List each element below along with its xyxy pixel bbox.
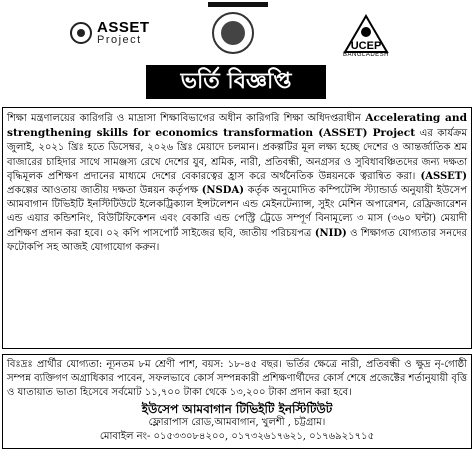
notice-body-end: ও শিক্ষাগত যোগ্যতার সনদের ফটোকপি সহ আজই যোগাযোগ করুন। bbox=[7, 227, 467, 253]
notice-body-box bbox=[2, 107, 472, 349]
ucep-logo-country: BANGLADESH bbox=[342, 52, 389, 58]
eligibility-text: বিঃদ্রঃ প্রার্থীর যোগ্যতা: ন্যূনতম ৮ম শ্রেণী পাশ, বয়স: ১৮-৪৫ বছর। ভর্তির ক্ষেত্রে নারী, প্রতিবন্ধী ও ক্ষুদ্র নৃ-গোষ্ঠী সম্পন্ন ব্যক্তিগণ অগ্রাধিকার পাবেন, সফলভাবে কোর্স সম্পন্নকারী প্রশিক্ষণার্থীদের কোর্স শেষে প্রজেক্টের শর্তানুযায়ী বৃত্তি ও যাতায়াত ভাতা হিসেবে সর্বমোট ১১,৭০০ টাকা থেকে ১৩,২০০ টাকা প্রদান করা হবে। bbox=[7, 359, 467, 398]
ucep-logo bbox=[340, 14, 392, 58]
notice-body-rest: কর্তৃক অনুমোদিত কম্পিটেন্সি স্ট্যান্ডার্ড অনুযায়ী ইউসেপ আমবাগান টিভিইটি ইনস্টিটিউটে ইলেকট্রিক্যাল ইন্সটলেশন এন্ড মেইনটেন্যান্স, সুইং মেশিন অপারেশন, রেফ্রিজারেশন এন্ড এয়ার কন্ডিশনিং, বিউটিফিকেশন এবং বেকারি এন্ড পেস্ট্রি ট্রেডে সম্পূর্ণ বিনামূল্যে ৩ মাস (৩৬০ ঘন্টা) মেয়াদী প্রশিক্ষণ প্রদান করা হবে। ০২ কপি পাসপোর্ট সাইজের ছবি, জাতীয় পরিচয়পত্র bbox=[7, 185, 468, 239]
nid-abbrev: (NID) bbox=[314, 227, 347, 239]
asset-logo-subtitle: Project bbox=[97, 34, 142, 46]
institute-address: ফ্লোরাপাস রোড,আমবাগান, খুলশী , চট্টগ্রাম। bbox=[148, 417, 326, 428]
institute-name: ইউসেপ আমবাগান টিভিইটি ইনস্টিটিউট bbox=[141, 402, 333, 416]
notice-body-mid: প্রকল্পের আওতায় জাতীয় দক্ষতা উন্নয়ন কর্তৃপক্ষ bbox=[7, 185, 199, 197]
footer-box bbox=[2, 354, 472, 449]
notice-body: এর কার্যক্রম জুলাই, ২০২১ খ্রিঃ হতে ডিসেম্বর, ২০২৬ খ্রিঃ মেয়াদে চলমান। প্রকল্পটির মূল লক্ষ্য হচ্ছে দেশের ও আন্তর্জাতিক শ্রম বাজারের চাহিদার সাথে সামঞ্জস্য রেখে দেশের যুব, শ্রমিক, নারী, প্রতিবন্ধী, অনগ্রসর ও সুবিধাবঞ্চিতদের জন্য দক্ষতা বৃদ্ধিমূলক প্রশিক্ষণ প্রদানের মাধ্যমে দেশের বেকারত্বের হ্রাস করে অর্থনৈতিক উন্নয়নকে ত্বরান্বিত করা। bbox=[7, 128, 467, 182]
asset-project-logo bbox=[70, 20, 150, 46]
ucep-logo-name: UCEP bbox=[350, 40, 382, 52]
nsda-abbrev: (NSDA) bbox=[201, 185, 244, 197]
asset-abbrev: (ASSET) bbox=[420, 170, 467, 182]
project-name: Accelerating and strengthening skills for economics transformation (ASSET) Project bbox=[7, 112, 467, 140]
bangladesh-seal-icon bbox=[70, 22, 92, 44]
mobile-numbers: মোবাইল নং- ০১৫৩৩০৮৪২০০, ০১৭৩২৬১৭৬২১, ০১৭৬৯২১৭১৫ bbox=[99, 431, 375, 442]
government-header-bar bbox=[208, 2, 268, 7]
government-emblem-icon bbox=[212, 12, 254, 54]
notice-title: ভর্তি বিজ্ঞপ্তি bbox=[146, 65, 326, 99]
asset-logo-name: ASSET bbox=[97, 19, 150, 36]
notice-intro: শিক্ষা মন্ত্রণালয়ের কারিগরি ও মাদ্রাসা শিক্ষাবিভাগের অধীন কারিগরি শিক্ষা অধিদপ্তরাধীন bbox=[7, 113, 362, 124]
